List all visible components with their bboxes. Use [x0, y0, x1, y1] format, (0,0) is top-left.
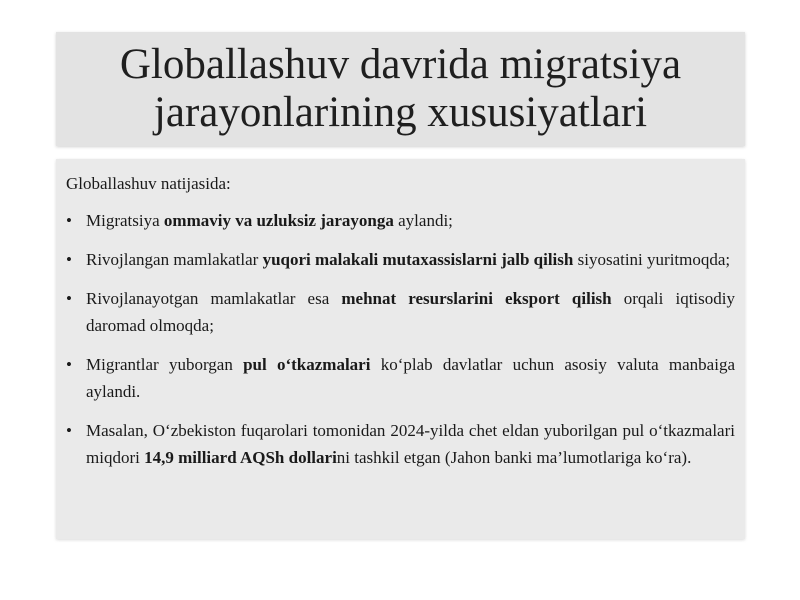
bullet-item [66, 417, 735, 471]
bullet-text: Masalan, O‘zbekiston fuqarolari tomonidan 2024-yilda chet eldan yuborilgan pul o‘tkazmalari miqdori [86, 421, 735, 467]
bullet-text: orqali iqtisodiy daromad olmoqda; [86, 289, 735, 335]
bullet-bold-text: mehnat resurslarini eksport qilish [341, 289, 612, 308]
bullet-bold-text: ommaviy va uzluksiz jarayonga [163, 211, 394, 230]
bullet-item [66, 207, 735, 234]
bullet-text: ni tashkil etgan (Jahon banki ma’lumotlariga ko‘ra). [336, 448, 692, 467]
bullet-bold-text: 14,9 milliard AQSh dollari [144, 448, 337, 467]
bullet-list [66, 207, 735, 471]
content-box [56, 159, 745, 539]
slide-title: Globallashuv davrida migratsiya jarayonlarining xususiyatlari [119, 41, 682, 136]
bullet-text: Rivojlangan mamlakatlar [86, 250, 263, 269]
bullet-text: Migrantlar yuborgan [86, 355, 244, 374]
bullet-dot: • [66, 289, 72, 308]
bullet-text: siyosatini yuritmoqda; [573, 250, 731, 269]
bullet-item [66, 351, 735, 405]
bullet-bold-text: yuqori malakali mutaxassislarni jalb qilish [262, 250, 574, 269]
bullet-bold-text: pul o‘tkazmalari [243, 355, 371, 374]
bullet-dot: • [66, 355, 72, 374]
bullet-dot: • [66, 421, 72, 440]
bullet-item [66, 285, 735, 339]
bullet-item [66, 246, 735, 273]
bullet-text: Rivojlanayotgan mamlakatlar esa [86, 289, 342, 308]
intro-text: Globallashuv natijasida: [66, 174, 231, 193]
bullet-text: aylandi; [393, 211, 453, 230]
bullet-text: Migratsiya [86, 211, 164, 230]
bullet-text: ko‘plab davlatlar uchun asosiy valuta manbaiga aylandi. [86, 355, 735, 401]
bullet-dot: • [66, 211, 72, 230]
title-box [56, 32, 745, 146]
bullet-dot: • [66, 250, 72, 269]
